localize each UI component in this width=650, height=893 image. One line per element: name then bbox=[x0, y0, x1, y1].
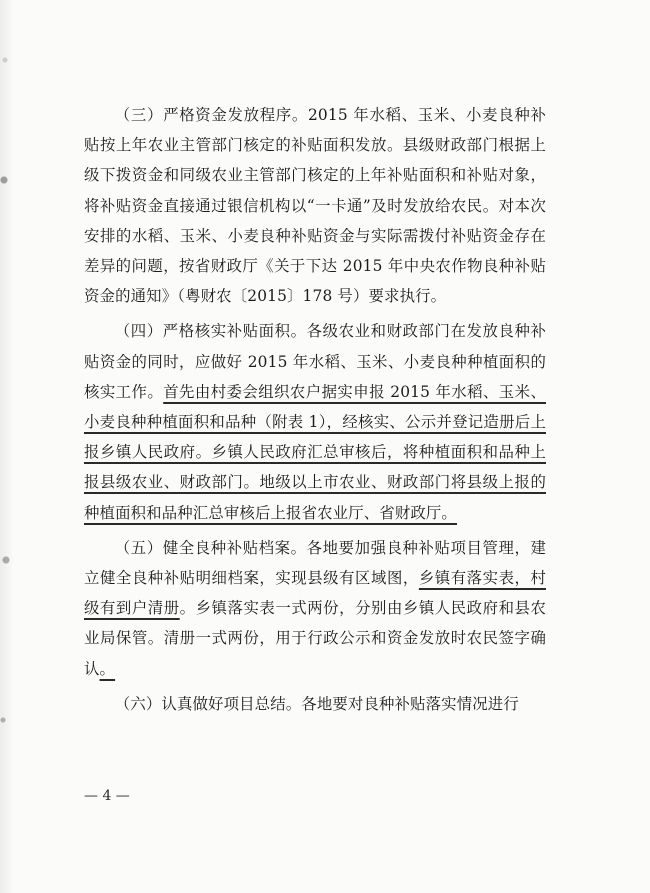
document-body bbox=[84, 100, 546, 719]
paragraph-5-archives bbox=[84, 533, 546, 684]
paragraph-text: （四）严格核实补贴面积。各级农业和财政部门在发放良种补贴资金的同时，应做好 2015 年水稻、玉米、小麦良种种植面积的核实工作。 bbox=[84, 322, 546, 401]
underlined-passage: 首先由村委会组织农户据实申报 2015 年水稻、玉米、小麦良种种植面积和品种（附表 1），经核实、公示并登记造册后上报乡镇人民政府。乡镇人民政府汇总审核后，将种植面积和品种上报县级农业、财政部门。地级以上市农业、财政部门将县级上报的种植面积和品种汇总审核后上报省农业厅、省财政厅。 bbox=[84, 382, 546, 522]
paragraph-text: 。乡镇落实表一式两份，分别由乡镇人民政府和县农业局保管。 bbox=[84, 599, 546, 648]
paragraph-4-verify-area bbox=[84, 316, 546, 527]
paragraph-text: （六）认真做好项目总结。各地要对良种补贴落实情况进行 bbox=[114, 694, 519, 713]
underlined-passage: 乡镇有落实表，村级有到户清册 bbox=[84, 569, 546, 618]
paragraph-3-fund-distribution bbox=[84, 100, 546, 311]
scan-edge-marks bbox=[0, 0, 14, 893]
paragraph-6-summary bbox=[84, 689, 546, 719]
paragraph-text: （三）严格资金发放程序。2015 年水稻、玉米、小麦良种补贴按上年农业主管部门核定的补贴面积发放。县级财政部门根据上级下拨资金和同级农业主管部门核定的上年补贴面积和补贴对象，将补贴资金直接通过银信机构以“一卡通”及时发放给农民。对本次安排的水稻、玉米、小麦良种补贴资金与实际需拨付补贴资金存在差异的问题，按省财政厅《关于下达 2015 年中央农作物良种补贴资金的通知》（粤财农〔2015〕178 号）要求执行。 bbox=[84, 106, 546, 306]
underlined-passage: 。 bbox=[99, 659, 116, 678]
paragraph-text: 清册一式两份，用于行政公示和资金发放时农民签字确认 bbox=[84, 629, 546, 678]
page-number: — 4 — bbox=[84, 788, 130, 804]
paragraph-text: （五）健全良种补贴档案。各地要加强良种补贴项目管理，建立健全良种补贴明细档案，实现县级有区域图， bbox=[84, 538, 546, 588]
